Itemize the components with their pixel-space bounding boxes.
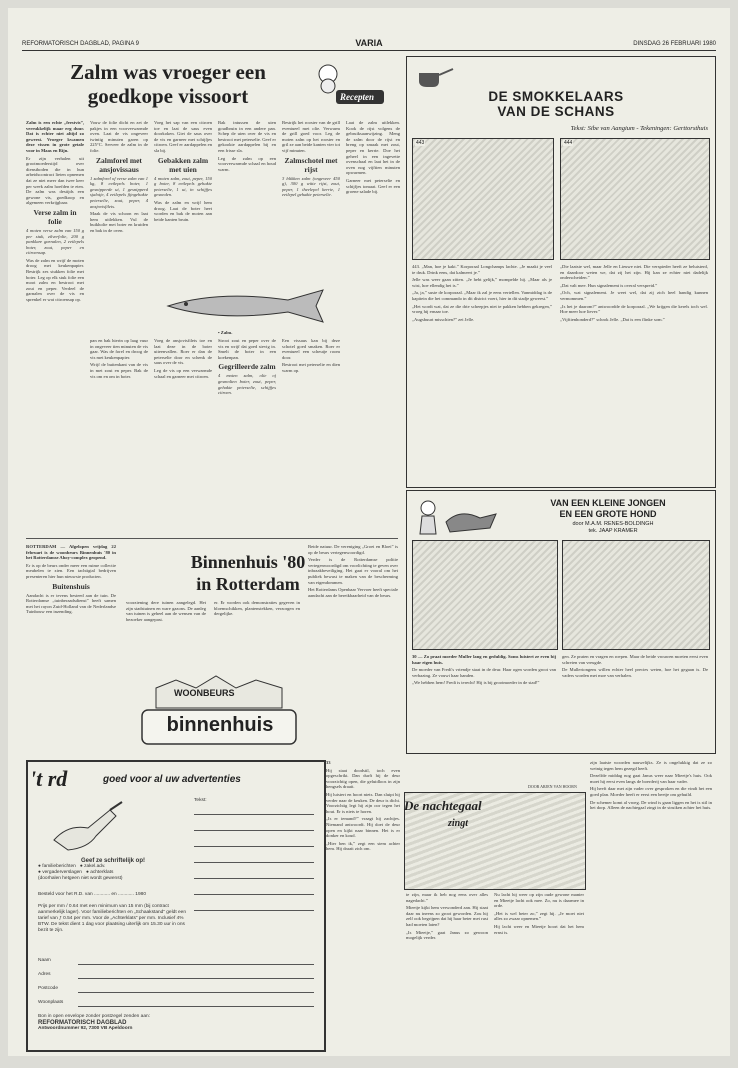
pipe-icon [415,63,455,91]
option-zakel[interactable]: ● zakel.adv. [79,864,106,869]
page-header [22,38,716,51]
recepten-logo [308,60,386,108]
vanee-title: VAN EEN KLEINE JONGEN EN EEN GROTE HOND [550,498,666,519]
smokkelaars-title: DE SMOKKELAARS VAN DE SCHANS [488,89,624,119]
woonbeurs-top: WOONBEURS [174,688,235,698]
subhead-verse-zalm: Verse zalm in folie [33,207,77,226]
subhead-zalmforel: Zalmforel met ansjovissaus [96,155,142,174]
zalm-col-4: Bak intussen de uien goudbruin in een andere pan. Schep de uien over de vis en bestrooi met peterselie. Geef er gekookte aardappelen bij en een frisse sla. Leg de zalm op een voorverwarmde schaal en houd warm. [218,120,276,172]
option-familieberichten[interactable]: ● familieberichten [38,864,76,869]
tekst-line-6[interactable] [194,894,314,895]
newspaper-page [8,8,730,1056]
field-naam-label: Naam [38,958,51,963]
field-woonplaats-label: Woonplaats [38,1000,64,1005]
binnenhuis-col-2: voorziening dere tuinen aangelegd. Het zijn stadstuinen en ware gazons. De aanleg van tuinen is geheel aan de wensen van de bezoeker aangepast. [126,600,206,622]
zalm-col-2: Vouw de folie dicht en zet de pakjes in een voorverwarmde oven. Laat de vis ongeveer twintig minuten garen op 225°C. Serveer de zalm in de folie. Zalmforel met ansjovissaus 1 zalmforel of verse zalm van 1 kg, 8 eetlepels boter, 1 gesnipperde ui, 1 gesnipperd sjalotje, 4 eetlepels fijngehakte peterselie, zout, peper, 4 ansjovisfilets. Maak de vis schoon en laat hem uitlekken. Vul de buikholte met boter en kruiden en bak in de oven. [90,120,148,233]
nachtegaal-col-4: zijn laatste woorden nauwelijks. Ze is ongelukkig dat ze zo weinig tegen hem gezegd heeft. Dezelfde middag nog gaat Janus weer naar Mieetje's huis. Ook moet hij eerst even langs de boerderij van haar vader. Hij heeft daar met zijn vader over gesproken en die vindt het een goed plan. Moeder heeft er eerst een beetje om gehuild. De schemer komt al vroeg. De wind is gaan liggen en het is stil in het dorp. Alleen de nachtegaal zingt in de struiken achter het huis. [590,760,712,811]
naam-input[interactable] [78,964,314,965]
smokkelaars-text-right: „Die laatste wel, maar Jelle en Lieuwe niet. Die verspieder heeft ze beluisterd, en daardoor weten we, dat zij het zijn. Hij kan ze echter niet dadelijk onderscheiden.” „Dat valt mee. Hun signalement is overal verspreid.” „Och, wat signalement. Je weet wel, dat zij zich heel handig kunnen vermommen.” „Is het je daarom?” antwoordde de korporaal. „We krijgen die kerels toch wel. Hoe meer hoe liever.” „Vijftienhonderd?” schrok Jelle. „Dat is een flinke som.” [560,264,708,322]
zalm-col-1: Zalm is een echte „feestvis”, verrukkelijk maar erg duur. Dat is echter niet altijd zo geweest. Vroeger kwamen deze vissen in grote getale voor in Maas en Rijn. Er zijn verhalen uit grootmoederstijd over dienstboden die in hun arbeidscontract lieten opnemen dat ze niet meer dan twee keer per week zalm hoefden te eten. De zalm was destijds een gewone vis, goedkoop en algemeen verkrijgbaar. Verse zalm in folie 4 moten verse zalm van 150 g per stuk, zilverfolie, 200 g panklare garnalen, 2 eetlepels boter, zout, peper en citroensap. Was de zalm en wrijf de moten droog met keukenpapier. Bestrijk zes stukken folie met boter. Leg op elk stuk folie een moot zalm en bestrooi met zout en peper. Verdeel de garnalen over de vis en sprenkel er wat citroensap op. [26,120,84,303]
tekst-line-4[interactable] [194,862,314,863]
header-left: REFORMATORISCH DAGBLAD, PAGINA 9 [22,41,140,47]
nachtegaal-col-1: 33 Hij staat doodstil, toch even opgeschrikt. Dan durft hij de deur voorzichtig open, die geluidloos in zijn hengsels draait. Hij luistert en hoort niets. Dan sluipt hij verder naar de keuken. De deur is dicht. Voorzichtig legt hij zijn oor tegen het hout. Er is niets te horen. „Is er iemand?” vraagt hij zachtjes. Niemand antwoordt. Hij doet de deur open en kijkt naar binnen. Het is er donker en koud. „Hier ben ik,” zegt een stem achter hem. Hij draait zich om. [326,760,400,852]
adres-input[interactable] [78,978,314,979]
binnenhuis-col-3: er. Er worden ook demonstraties gegeven in bloemschikken, plantenstekken, verzorgen en dergelijke. [214,600,300,617]
nachtegaal-col-2: te zijn, maar ik heb nog eens over alles nagedacht.” Mieetje kijkt hem verwonderd aan. Hij staat daar nu ineens zo groot geworden. Zou hij zelf ook begrijpen dat hij haar beter met rust had moeten laten? „Is Mieetje,” gaat Janus zo gewoon mogelijk verder. [406,892,488,941]
ad-footer: Bon in open envelope zonder postzegel zenden aan: REFORMATORISCH DAGBLAD Antwoordnummer 92, 7300 VB Apeldoorn [38,1014,151,1031]
postcode-input[interactable] [78,992,314,993]
ad-tekst-label: Tekst: [194,798,207,803]
subhead-zalmschotel: Zalmschotel met rijst [284,155,338,174]
subhead-gebakken-zalm: Gebakken zalm met uien [157,155,209,174]
vanee-panel-right [562,540,710,650]
subhead-gegrilleerd: Gegrilleerde zalm [218,362,276,372]
binnenhuis-headline: Binnenhuis '80 in Rotterdam [190,552,306,594]
vanee-text-left: 30 — Zo praat moeder Muller lang en geduldig. Soms luistert ze even bij haar eigen huis. De moeder van Fredi's vriendje staat in de deur. Haar ogen worden groot van verbazing. Ze vouwt haar handen. „We hebben hem! Fredi is terecht! Hij is bij grootmoeder in de stad!” [412,654,556,686]
boy-and-dog-icon [410,494,500,538]
zalm-lower-4: Een vissaus kan bij deze schotel goed smaken. Roer er eventueel een scheutje room door. Bestrooi met peterselie en dien warm op. [282,338,340,373]
nachtegaal-subtitle: zingt [448,818,469,829]
subhead-buitenshuis: Buitenshuis [52,581,90,591]
nachtegaal-credit: DOOR ARJEN VAN HOORN [528,784,577,789]
woonbeurs-logo [136,658,302,748]
field-adres-label: Adres [38,972,51,977]
zalm-lower-2: Voeg de ansjovisfilets toe en laat deze in de boter uiteenvallen. Roer er dan de peterselie door en schenk de saus over de vis. Leg de vis op een verwarmde schaal en garneer met citroen. [154,338,212,379]
tekst-line-5[interactable] [194,878,314,879]
zalm-lower-3: Strooi zout en peper over de vis en wrijf dat goed stevig in. Smelt de boter in een koekenpan. Gegrilleerde zalm 4 moten zalm, olie of gesmolten boter, zout, peper, gehakte peterselie, schijfjes citroen. [218,338,276,396]
vanee-panel-left [412,540,558,650]
binnenhuis-col-1: ROTTERDAM — Afgelopen vrijdag 22 februari is de woonbeurs Binnenhuis '80 in het Rotterdamse Ahoy-complex geopend. Er is op de beurs onder meer een ruime collectie meubelen te zien. Een tachtigtal bedrijven presenteren hier hun nieuwste producten. Buitenshuis Aandacht is er tevens besteed aan de tuin. De Rotterdamse „tuinberaadsdienst” heeft samen met het rayon Zuid-Holland van de Nederlandse Tuinbouw een inzending. [26,544,116,615]
nachtegaal-title: De nachtegaal [404,798,482,813]
zalm-caption: • Zalm. [218,330,233,335]
field-postcode-label: Postcode [38,986,59,991]
zalm-headline: Zalm was vroeger een goedkope vissoort [70,60,266,108]
salmon-illustration [158,286,338,326]
tekst-line-3[interactable] [194,846,314,847]
tekst-line-2[interactable] [194,830,314,831]
ad-options: Geef ze schriftelijk op! ● familieberichten ● zakel.adv. ● vergaderverslagen ● achterklats (doorhalen hetgeen niet wordt gewenst) [38,858,146,881]
ad-besteld: Besteld voor het R.D. van ............ en ............ 1980 [38,892,146,897]
trd-logo: 't rd [30,766,68,791]
nachtegaal-col-3: Nu lacht hij weer op zijn oude gewone manier en Mieetje lacht ook mee. Zo, nu is daarmee in orde. „Het is wel beter zo,” zegt hij. „Je moet niet alles zo zwaar opnemen.” Hij lacht weer en Mieetje hoort dat het hem ernst is. [494,892,584,935]
comic-panel-443: 443 [412,138,554,260]
smokkelaars-credit: Tekst: Sibe van Aangium - Tekeningen: Gerttorsthuis [570,125,708,132]
ad-price-text: Prijs per mm / 0.64 met een minimum van 15 mm (bij contract aanmerkelijk lager). Voor familieberichten en „Schaakstand” geldt een tarief van ƒ 0.54 per mm. Voor de „Achterklats” per mm. Inclusief 4% BTW. De tekst dient 1 dag voor plaatsing uiterlijk om 15.30 uur in ons bezit te zijn. [38,904,186,933]
header-section: VARIA [355,38,383,48]
option-vergaderverslagen[interactable]: ● vergaderverslagen [38,870,82,875]
comic-panel-444: 444 [560,138,710,260]
header-date: DINSDAG 26 FEBRUARI 1980 [633,41,716,47]
option-achterklats[interactable]: ● achterklats [85,870,114,875]
vanee-text-right: gen. Ze praten en vragen en roepen. Maar de beide vrouwen moeten eerst even schreien van vreugde. De Mulleriongens willen echter heel precies weten, hoe het gegaan is. De vaders worden met moe van verhalen. [562,654,708,678]
recepten-label: Recepten [340,92,374,102]
tekst-line-7[interactable] [194,910,314,911]
woonbeurs-bottom: binnenhuis [166,714,274,736]
smokkelaars-text-left: 443. „Man, hoe je kakt.” Korporaal Longchamps lachte. „Je maakt je veel te druk. Drink eens, dat kalmeert je.” Jelle was weer gaan zitten. „Je hebt gelijk,” mompelde hij. „Maar als je wist, hoe ellendig het is.” „Ja, ja,” suste de korporaal. „Maar ik zal je eens vertellen. Vanmiddag is de kapitein die het commando in dit district voert, hier in dit stadje geweest.” „Het wordt wat, dat ze die drie scheepjes niet te pakken hebben gekregen,” vroeg hij ernaar toe. „Augsbuurt misschien?” zei Jelle. [412,264,552,322]
tekst-line-1[interactable] [194,814,314,815]
hand-with-pen-icon [48,800,128,854]
vanee-credit: door M.A.M. RENES-BOLDINGH tek. JAAP KRAMER [572,521,654,534]
zalm-col-5: Bestrijk het rooster van de grill eventueel met olie. Verwarm de grill goed voor. Leg de moten zalm op het rooster en gril ze aan beide kanten vier tot vijf minuten. Zalmschotel met rijst 3 blikken zalm (ongeveer 450 g), 300 g witte rijst, zout, peper, 1 theelepel kerrie, 1 eetlepel gehakte peterselie. [282,120,340,198]
binnenhuis-col-4: Beide natuur. De vereniging „Groei en Bloei” is op de beurs vertegenwoordigd. Verder is de Rotterdamse politie vertegenwoordigd om voorlichting te geven over inbraakbeveiliging. Het gaat er vooral om het publiek bewust te maken van de bescherming van eigendommen. Het Rotterdams Openbaar Vervoer heeft speciale aandacht aan de bereikbaarheid van de beurs. [308,544,398,598]
woonplaats-input[interactable] [78,1006,314,1007]
divider-binnenhuis [26,538,398,539]
zalm-lower-1: pan en bak hierin op laag vuur in ongeveer tien minuten de vis gaar. Was de forel en droog de vis met keukenpapier. Wrijf de buitenkant van de vis in met zout en peper. Bak de vis om en om in boter. [90,338,148,379]
zalm-col-6: Laat de zalm uitlekken. Kook de rijst volgens de gebruiksaanwijzing. Meng de zalm door de rijst en breng op smaak met zout, peper en kerrie. Doe het geheel in een ingevette ovenschaal en laat het in de oven nog vijftien minuten opwarmen. Garneer met peterselie en schijfjes tomaat. Geef er een groene salade bij. [346,120,400,195]
ad-slogan: goed voor al uw advertenties [103,774,241,785]
zalm-col-3: Voeg het sap van een citroen toe en laat de saus even doorkoken. Giet de saus over de vis en garneer met schijfjes citroen. Geef er aardappelen en sla bij. Gebakken zalm met uien 4 moten zalm, zout, peper, 150 g boter, 8 eetlepels gehakte peterselie, 1 ui, in schijfjes gesneden. Was de zalm en wrijf hem droog. Laat de boter heet worden en bak de moten aan beide kanten bruin. [154,120,212,222]
